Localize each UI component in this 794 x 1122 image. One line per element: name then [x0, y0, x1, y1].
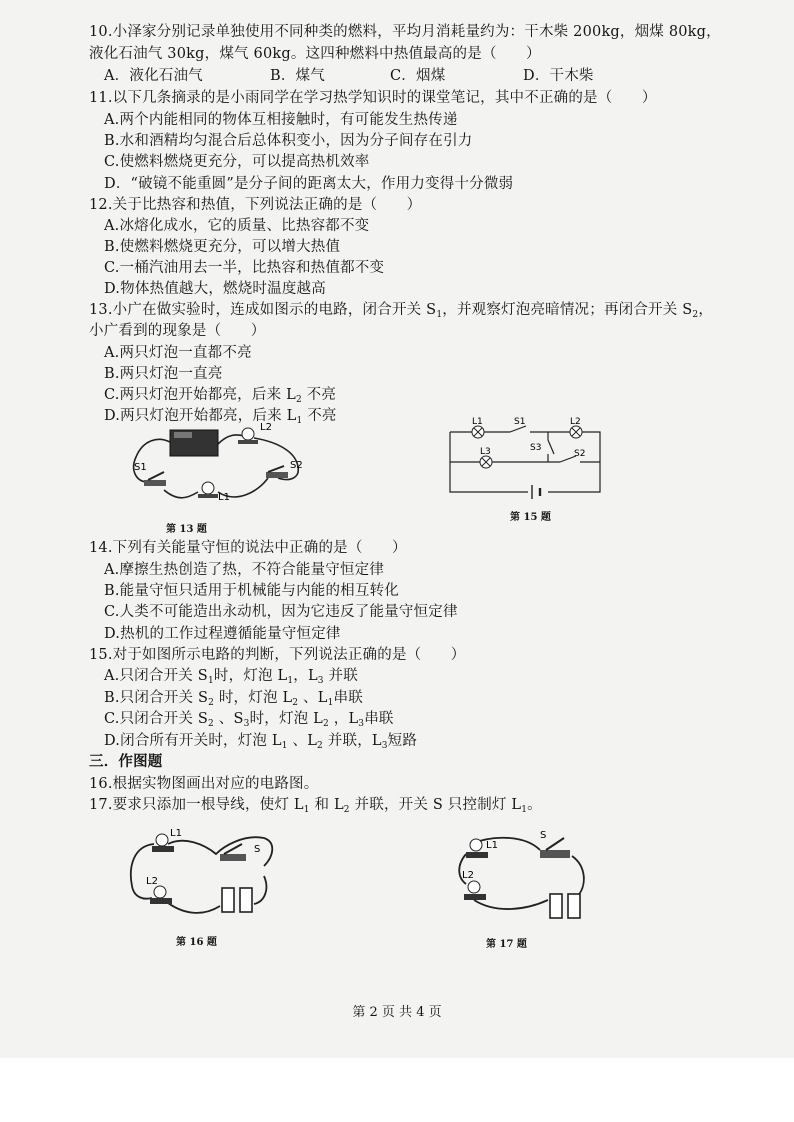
q11-stem: 11.以下几条摘录的是小雨同学在学习热学知识时的课堂笔记，其中不正确的是（ ）: [89, 90, 657, 106]
figure-15-caption: 第 15 题: [510, 512, 551, 523]
bulb-l2-icon: [150, 886, 172, 904]
q10-line1: 10.小泽家分别记录单独使用不同种类的燃料，平均月消耗量约为：干木柴 200kg，烟煤 80kg，: [89, 24, 721, 40]
q12-option-d: D.物体热值越大，燃烧时温度越高: [104, 281, 326, 297]
q15-stem: 15.对于如图所示电路的判断，下列说法正确的是（ ）: [89, 647, 466, 663]
q13-option-b: B.两只灯泡一直亮: [104, 366, 223, 382]
q14-option-d: D.热机的工作过程遵循能量守恒定律: [104, 626, 341, 642]
figure-16-caption: 第 16 题: [176, 937, 217, 948]
q13-option-d: D.两只灯泡开始都亮，后来 $L_1$ 不亮: [104, 408, 337, 426]
fig15-label-s3: S3: [530, 443, 542, 453]
bulb-l1-icon: [202, 482, 214, 494]
q14-option-a: A.摩擦生热创造了热，不符合能量守恒定律: [104, 562, 385, 578]
fig16-label-s: S: [254, 844, 261, 855]
q15-option-c: C.只闭合开关 $S_2$ 、$S_3$时，灯泡 $L_2$ ，$L_3$串联: [104, 711, 394, 729]
fig16-label-l1: L1: [170, 828, 182, 839]
fig13-label-l2: L2: [260, 422, 272, 433]
q10-option-d: D．干木柴: [523, 68, 594, 84]
bulb-l2-icon: [464, 881, 486, 900]
q13-option-c: C.两只灯泡开始都亮，后来 $L_2$ 不亮: [104, 387, 337, 405]
q14-stem: 14.下列有关能量守恒的说法中正确的是（ ）: [89, 540, 407, 556]
q13-option-a: A.两只灯泡一直都不亮: [104, 345, 252, 361]
q16-stem: 16.根据实物图画出对应的电路图。: [89, 776, 319, 792]
q11-option-b: B.水和酒精均匀混合后总体积变小，因为分子间存在引力: [104, 133, 473, 149]
figure-17-circuit: [436, 826, 606, 926]
q11-option-a: A.两个内能相同的物体互相接触时，有可能发生热传递: [104, 112, 458, 128]
q10-option-c: C．烟煤: [390, 68, 446, 84]
q10-line2: 液化石油气 30kg，煤气 60kg。这四种燃料中热值最高的是（ ）: [89, 46, 541, 62]
q12-option-a: A.冰熔化成水，它的质量、比热容都不变: [104, 218, 370, 234]
q15-option-b: B.只闭合开关 $S_2$ 时，灯泡 $L_2$ 、$L_1$串联: [104, 690, 363, 708]
fig17-label-l1: L1: [486, 840, 498, 851]
switch-s-icon: [540, 838, 570, 858]
figure-15-circuit: [440, 412, 610, 504]
q17-stem: 17.要求只添加一根导线，使灯 $L_1$ 和 $L_2$ 并联，开关 S 只控制灯 $L_1$。: [89, 797, 542, 815]
q11-option-d: D．“破镜不能重圆”是分子间的距离太大，作用力变得十分微弱: [104, 176, 514, 192]
fig15-label-l1: L1: [472, 417, 483, 427]
section-3-heading: 三．作图题: [89, 753, 163, 770]
bulb-l2-icon: [242, 428, 254, 440]
q13-stem-line2: 小广看到的现象是（ ）: [89, 323, 266, 339]
q15-option-a: A.只闭合开关 $S_1$时，灯泡 $L_1$，$L_3$ 并联: [104, 668, 358, 686]
fig15-label-s2: S2: [574, 449, 586, 459]
lamp-l1-icon: [472, 426, 484, 438]
fig15-label-s1: S1: [514, 417, 526, 427]
q11-option-c: C.使燃料燃烧更充分，可以提高热机效率: [104, 154, 370, 170]
fig17-label-s: S: [540, 830, 547, 841]
lamp-l2-icon: [570, 426, 582, 438]
fig13-label-s1: S1: [134, 462, 147, 473]
fig15-label-l3: L3: [480, 447, 491, 457]
lamp-l3-icon: [480, 456, 492, 468]
battery-pair-icon: [222, 888, 252, 912]
page-number-footer: 第 2 页 共 4 页: [352, 1005, 442, 1020]
q12-stem: 12.关于比热容和热值，下列说法正确的是（ ）: [89, 197, 422, 213]
battery-pair-icon: [550, 894, 580, 918]
fig13-label-l1: L1: [218, 492, 230, 503]
fig15-label-l2: L2: [570, 417, 581, 427]
figure-17-caption: 第 17 题: [486, 939, 527, 950]
figure-13-circuit: [118, 422, 318, 514]
q14-option-b: B.能量守恒只适用于机械能与内能的相互转化: [104, 583, 399, 599]
fig16-label-l2: L2: [146, 876, 158, 887]
switch-s1-icon: [144, 480, 166, 486]
q12-option-b: B.使燃料燃烧更充分，可以增大热值: [104, 239, 341, 255]
figure-13-caption: 第 13 题: [166, 524, 207, 535]
q10-option-b: B．煤气: [270, 68, 325, 84]
figure-16-circuit: [124, 826, 284, 922]
q14-option-c: C.人类不可能造出永动机，因为它违反了能量守恒定律: [104, 604, 458, 620]
fig17-label-l2: L2: [462, 870, 474, 881]
switch-s2-icon: [266, 472, 288, 478]
q13-stem-line1: 13.小广在做实验时，连成如图示的电路，闭合开关 $S_1$，并观察灯泡亮暗情况；再闭合开关 $S_2$，: [89, 302, 714, 320]
q15-option-d: D.闭合所有开关时，灯泡 $L_1$ 、$L_2$ 并联，$L_3$短路: [104, 733, 418, 751]
q12-option-c: C.一桶汽油用去一半，比热容和热值都不变: [104, 260, 385, 276]
fig13-label-s2: S2: [290, 460, 303, 471]
bulb-l1-icon: [466, 839, 488, 858]
q10-option-a: A．液化石油气: [104, 68, 203, 84]
